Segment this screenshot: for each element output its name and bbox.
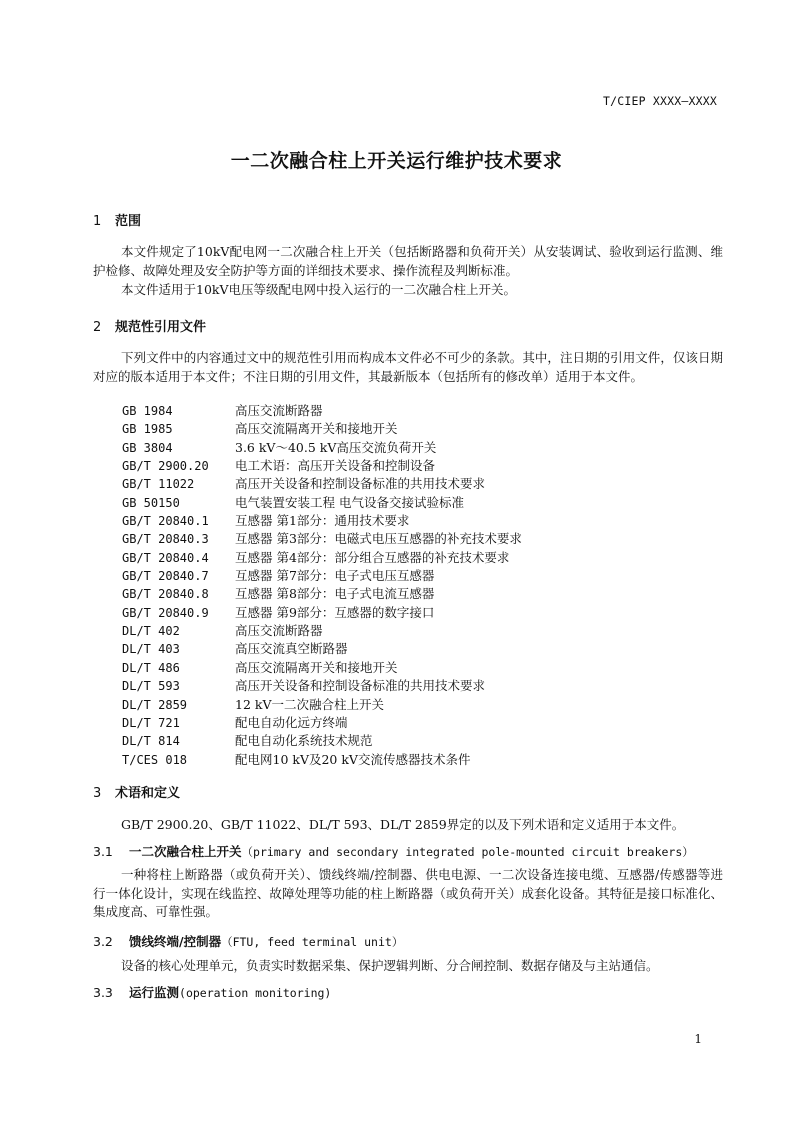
section-number: 2: [93, 320, 102, 335]
term-name: 运行监测: [129, 985, 180, 1000]
reference-name: 高压开关设备和控制设备标准的共用技术要求: [235, 678, 486, 694]
reference-name: 配电自动化系统技术规范: [235, 733, 373, 749]
page-number: 1: [694, 1032, 702, 1046]
term-heading: [93, 842, 694, 860]
reference-name: 高压交流隔离开关和接地开关: [235, 659, 398, 675]
term-heading: [93, 983, 331, 1001]
reference-code: GB/T 20840.3: [122, 532, 209, 547]
reference-code: DL/T 2859: [122, 697, 188, 712]
reference-name: 高压交流断路器: [235, 403, 323, 418]
term-definition: 设备的核心处理单元，负责实时数据采集、保护逻辑判断、分合闸控制、数据存储及与主站通信。: [121, 958, 659, 973]
reference-code: GB/T 11022: [122, 477, 195, 492]
reference-item: [122, 732, 682, 750]
reference-item: [122, 659, 682, 677]
reference-code: GB/T 20840.9: [122, 605, 209, 620]
reference-code: GB 1984: [122, 404, 173, 418]
term-definition: 一种将柱上断路器（或负荷开关）、馈线终端/控制器、供电电源、一二次设备连接电缆、互感器/传感器等进行一体化设计，实现在线监控、故障处理等功能的柱上断路器（或负荷开关）成套化设备。其特征是接口标准化、集成度高、可靠性强。: [93, 867, 723, 920]
reference-code: GB/T 20840.1: [122, 514, 209, 529]
reference-code: T/CES 018: [122, 752, 188, 767]
reference-name: 高压开关设备和控制设备标准的共用技术要求: [235, 476, 486, 492]
reference-code: DL/T 402: [122, 624, 180, 639]
reference-name: 互感器 第4部分：部分组合互感器的补充技术要求: [235, 549, 510, 565]
term-english: （primary and secondary integrated pole-mounted circuit breakers）: [241, 845, 694, 859]
section-heading-scope: [93, 210, 141, 229]
reference-name: 互感器 第7部分：电子式电压互感器: [235, 568, 435, 584]
reference-code: GB/T 20840.7: [122, 569, 209, 584]
section-heading-terms: [93, 782, 180, 801]
scope-paragraph-2: 本文件适用于10kV电压等级配电网中投入运行的一二次融合柱上开关。: [121, 282, 517, 297]
reference-item: [122, 714, 682, 732]
section-title: 术语和定义: [115, 786, 181, 801]
reference-item: [122, 457, 682, 475]
standard-number: T/CIEP XXXX—XXXX: [603, 94, 717, 108]
reference-code: GB 3804: [122, 440, 173, 455]
reference-code: GB/T 2900.20: [122, 459, 209, 474]
term-name: 馈线终端/控制器: [129, 934, 222, 949]
reference-code: DL/T 403: [122, 642, 180, 657]
reference-name: 互感器 第3部分：电磁式电压互感器的补充技术要求: [235, 531, 522, 547]
term-heading: [93, 932, 403, 950]
reference-item: [122, 567, 682, 585]
reference-item: [122, 677, 682, 695]
reference-item: [122, 494, 682, 512]
reference-item: [122, 640, 682, 658]
term-english: （FTU, feed terminal unit）: [221, 935, 404, 949]
reference-item: [122, 402, 682, 420]
reference-name: 互感器 第9部分：互感器的数字接口: [235, 604, 435, 620]
reference-code: GB/T 20840.8: [122, 587, 209, 602]
term-number: 3.1: [93, 844, 113, 859]
reference-item: [122, 475, 682, 493]
section-title: 规范性引用文件: [115, 320, 207, 335]
term-number: 3.3: [93, 985, 113, 1000]
section-number: 1: [93, 214, 102, 229]
term-number: 3.2: [93, 934, 113, 949]
reference-list: [122, 402, 682, 769]
reference-item: [122, 622, 682, 640]
reference-name: 高压交流断路器: [235, 623, 323, 639]
reference-item: [122, 439, 682, 457]
reference-item: [122, 420, 682, 438]
reference-code: GB/T 20840.4: [122, 550, 209, 565]
reference-item: [122, 549, 682, 567]
reference-name: 3.6 kV～40.5 kV高压交流负荷开关: [235, 439, 437, 455]
term-english: (operation monitoring): [179, 986, 332, 1000]
reference-name: 电工术语：高压开关设备和控制设备: [235, 458, 436, 474]
term-name: 一二次融合柱上开关: [129, 844, 242, 859]
reference-name: 互感器 第8部分：电子式电流互感器: [235, 586, 435, 602]
reference-item: [122, 530, 682, 548]
section-number: 3: [93, 786, 102, 801]
reference-code: GB 1985: [122, 422, 173, 437]
reference-code: DL/T 593: [122, 679, 180, 694]
reference-name: 高压交流隔离开关和接地开关: [235, 421, 398, 437]
reference-name: 12 kV一二次融合柱上开关: [235, 696, 384, 712]
section-title: 范围: [115, 214, 142, 229]
scope-paragraph-1: 本文件规定了10kV配电网一二次融合柱上开关（包括断路器和负荷开关）从安装调试、验收到运行监测、维护检修、故障处理及安全防护等方面的详细技术要求、操作流程及判断标准。: [93, 244, 723, 278]
terms-intro: GB/T 2900.20、GB/T 11022、DL/T 593、DL/T 2859界定的以及下列术语和定义适用于本文件。: [121, 817, 685, 832]
section-heading-references: [93, 316, 206, 335]
reference-item: [122, 696, 682, 714]
reference-name: 互感器 第1部分：通用技术要求: [235, 513, 410, 529]
reference-name: 电气装置安装工程 电气设备交接试验标准: [235, 494, 464, 510]
reference-name: 配电网10 kV及20 kV交流传感器技术条件: [235, 751, 471, 767]
document-title: 一二次融合柱上开关运行维护技术要求: [230, 150, 563, 172]
reference-name: 高压交流真空断路器: [235, 641, 348, 657]
reference-item: [122, 751, 682, 769]
reference-item: [122, 585, 682, 603]
reference-code: GB 50150: [122, 495, 180, 510]
references-intro: 下列文件中的内容通过文中的规范性引用而构成本文件必不可少的条款。其中，注日期的引用文件，仅该日期对应的版本适用于本文件；不注日期的引用文件，其最新版本（包括所有的修改单）适用于本文件。: [93, 350, 723, 384]
reference-code: DL/T 721: [122, 715, 180, 730]
reference-item: [122, 512, 682, 530]
reference-item: [122, 604, 682, 622]
reference-code: DL/T 486: [122, 660, 180, 675]
reference-code: DL/T 814: [122, 734, 180, 749]
reference-name: 配电自动化远方终端: [235, 714, 348, 730]
